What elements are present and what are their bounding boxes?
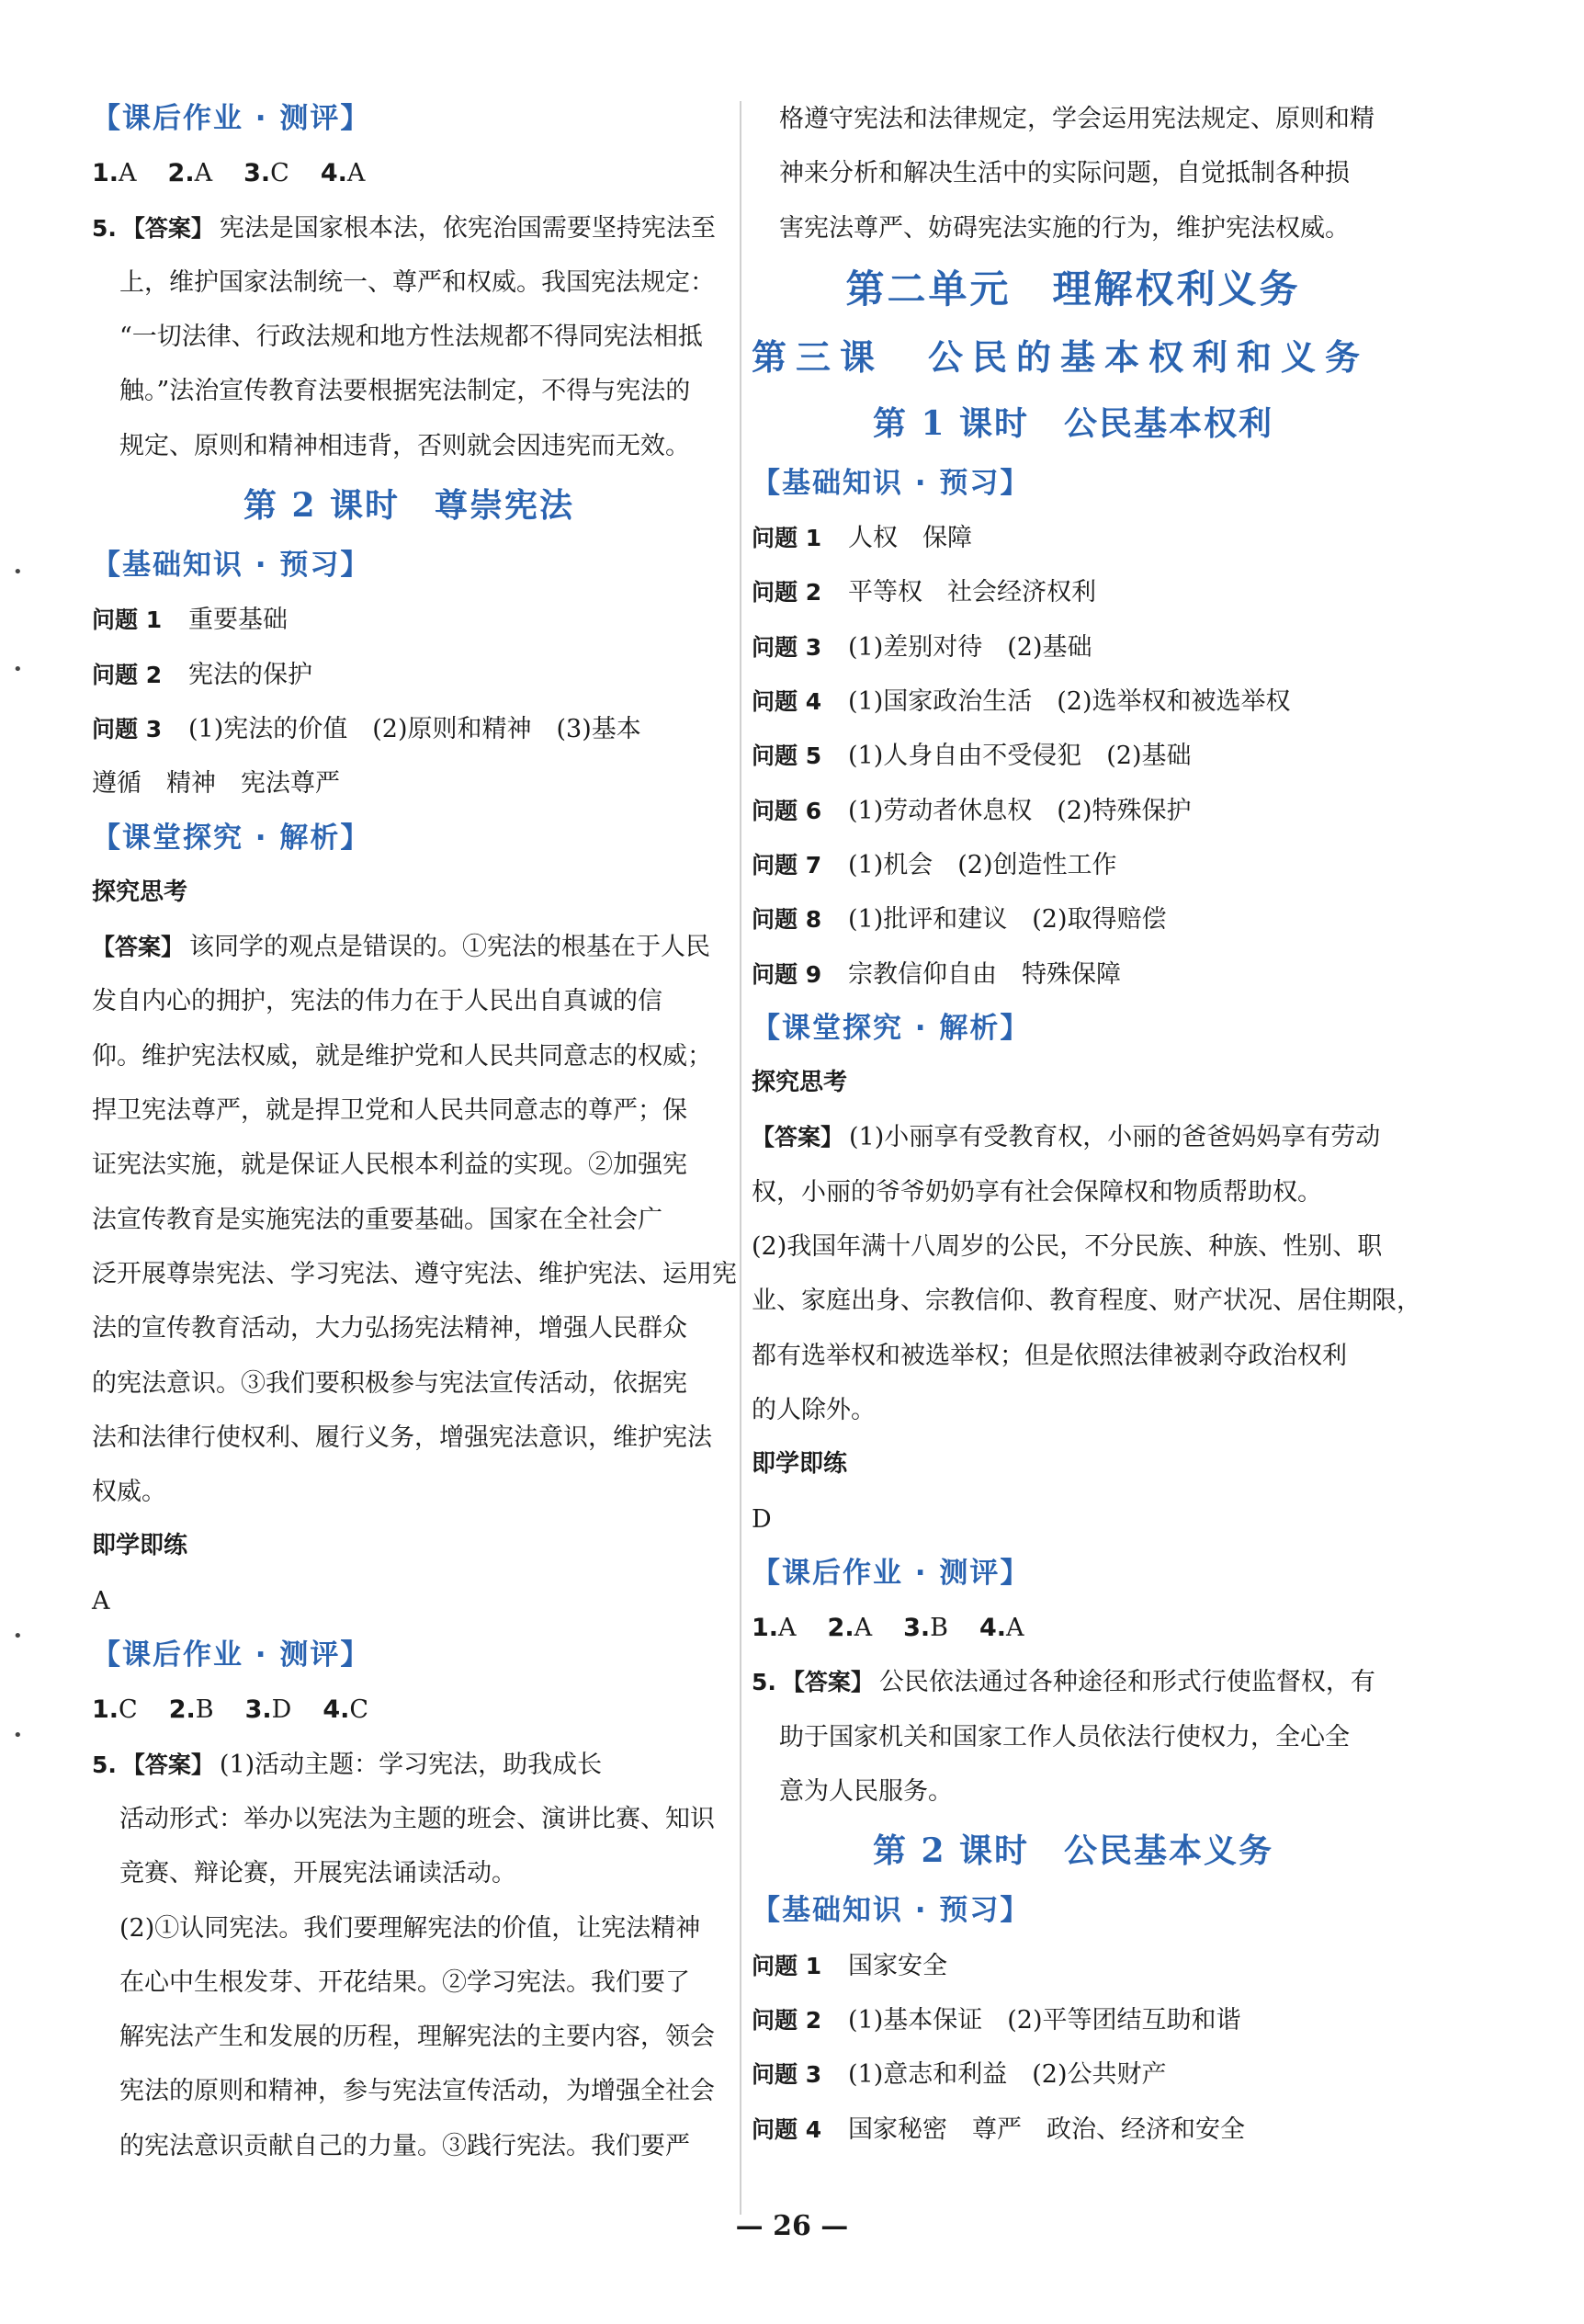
subheading: 探究思考 — [752, 1069, 848, 1097]
period-title: 第 1 课时 公民基本权利 — [872, 403, 1274, 443]
question-item — [752, 784, 1395, 838]
item-number: 3. — [903, 1614, 931, 1643]
question-label: 问题 6 — [752, 797, 822, 824]
answer-5 — [752, 1655, 1395, 1709]
mc-answers — [92, 146, 726, 200]
answer-text — [752, 1110, 1395, 1164]
mc-answers — [92, 1683, 726, 1737]
question-item — [752, 565, 1395, 619]
period-title: 第 2 课时 公民基本义务 — [872, 1831, 1274, 1871]
item-number: 3. — [243, 159, 271, 188]
item-number: 4. — [979, 1614, 1007, 1643]
answer-text: 发自内心的拥护，宪法的伟力在于人民出自真诚的信 — [92, 987, 662, 1016]
question-answer: 国家秘密 尊严 政治、经济和安全 — [848, 2114, 1245, 2144]
lesson-title: 第三课 公民的基本权利和义务 — [752, 335, 1370, 378]
answer-text: (1)小丽享有受教育权，小丽的爸爸妈妈享有劳动 — [849, 1123, 1381, 1152]
answer-text: 宪法是国家根本法，依宪治国需要坚持宪法至 — [219, 213, 716, 243]
question-item — [92, 593, 726, 647]
section-bar: 【课堂探究 · 解析】 — [752, 1011, 1031, 1045]
margin-mark: • — [13, 562, 23, 582]
question-label: 问题 4 — [752, 2115, 822, 2143]
answer-tag: 【答案】 — [121, 214, 214, 242]
practice-answer: D — [752, 1504, 772, 1534]
answer-text: 仰。维护宪法权威，就是维护党和人民共同意志的权威； — [92, 1041, 712, 1071]
answer-text: 法的宣传教育活动，大力弘扬宪法精神，增强人民群众 — [92, 1314, 687, 1343]
question-item — [752, 1939, 1395, 1993]
item-number: 2. — [168, 1695, 196, 1725]
question-item — [752, 2047, 1395, 2102]
question-label: 问题 1 — [752, 1952, 822, 1979]
mc-answer — [903, 1601, 948, 1655]
subheading: 即学即练 — [752, 1450, 848, 1479]
choice-letter: A — [119, 159, 137, 188]
question-label: 问题 1 — [752, 525, 822, 552]
question-label: 问题 5 — [752, 743, 822, 770]
mc-answer — [979, 1601, 1024, 1655]
choice-letter: A — [194, 159, 213, 188]
answer-text: 格遵守宪法和法律规定，学会运用宪法规定、原则和精 — [779, 105, 1375, 133]
question-list — [752, 511, 1395, 1002]
choice-letter: A — [778, 1614, 797, 1643]
answer-tag: 【答案】 — [752, 1124, 844, 1151]
question-label: 问题 2 — [752, 2006, 822, 2034]
choice-letter: C — [119, 1695, 138, 1725]
item-number: 1. — [92, 159, 119, 188]
question-item — [752, 1993, 1395, 2047]
answer-5 — [92, 201, 726, 255]
question-item — [92, 702, 726, 756]
section-bar: 【课后作业 · 测评】 — [92, 1638, 371, 1672]
question-item — [752, 511, 1395, 565]
question-label: 问题 8 — [752, 906, 822, 934]
margin-mark: • — [13, 660, 23, 679]
item-number: 4. — [320, 159, 347, 188]
item-number: 3. — [244, 1695, 272, 1725]
answer-text: 公民依法通过各种途径和形式行使监督权，有 — [878, 1668, 1375, 1697]
question-answer: 宗教信仰自由 特殊保障 — [848, 959, 1121, 989]
mc-answer — [321, 146, 366, 200]
choice-letter: B — [930, 1614, 948, 1643]
item-number: 5. — [92, 214, 117, 242]
answer-text: 法宣传教育是实施宪法的重要基础。国家在全社会广 — [92, 1205, 662, 1234]
question-answer: (1)国家政治生活 (2)选举权和被选举权 — [848, 687, 1291, 717]
choice-letter: A — [854, 1614, 873, 1643]
question-label: 问题 4 — [752, 688, 822, 716]
item-number: 5. — [92, 1751, 117, 1778]
question-label: 问题 7 — [752, 851, 822, 879]
item-number: 2. — [167, 159, 195, 188]
answer-text: 助于国家机关和国家工作人员依法行使权力，全心全 — [779, 1722, 1350, 1752]
question-answer: 遵循 精神 宪法尊严 — [92, 769, 340, 799]
margin-mark: • — [13, 1627, 23, 1646]
margin-mark: • — [13, 1726, 23, 1745]
question-label: 问题 1 — [92, 607, 163, 634]
question-answer: (1)意志和利益 (2)公共财产 — [848, 2060, 1167, 2090]
answer-text: “一切法律、行政法规和地方性法规都不得同宪法相抵 — [119, 323, 703, 352]
answer-text: 该同学的观点是错误的。①宪法的根基在于人民 — [189, 933, 711, 962]
answer-text: 权，小丽的爷爷奶奶享有社会保障权和物质帮助权。 — [752, 1177, 1322, 1207]
answer-text: 证宪法实施，就是保证人民根本利益的实现。②加强宪 — [92, 1151, 687, 1180]
question-answer: (1)差别对待 (2)基础 — [848, 632, 1092, 662]
item-number: 5. — [752, 1669, 776, 1696]
question-item — [92, 648, 726, 702]
question-answer: (1)劳动者休息权 (2)特殊保护 — [848, 796, 1192, 825]
question-answer: (1)批评和建议 (2)取得赔偿 — [848, 905, 1167, 935]
choice-letter: A — [346, 159, 366, 188]
answer-text: 神来分析和解决生活中的实际问题，自觉抵制各种损 — [779, 159, 1350, 188]
question-item — [752, 838, 1395, 892]
left-column — [92, 92, 737, 2173]
question-item — [752, 675, 1395, 729]
question-label: 问题 2 — [752, 579, 822, 607]
answer-tag: 【答案】 — [92, 934, 185, 961]
section-bar: 【课后作业 · 测评】 — [752, 1556, 1031, 1590]
practice-answer: A — [92, 1586, 110, 1615]
question-answer: (1)人身自由不受侵犯 (2)基础 — [848, 742, 1192, 771]
answer-text: 竞赛、辩论赛，开展宪法诵读活动。 — [119, 1859, 516, 1888]
question-item — [752, 729, 1395, 783]
item-number: 1. — [752, 1614, 779, 1643]
right-column — [752, 92, 1421, 2157]
question-item — [752, 2103, 1395, 2157]
question-label: 问题 3 — [92, 715, 163, 743]
answer-text: (2)①认同宪法。我们要理解宪法的价值，让宪法精神 — [119, 1913, 701, 1943]
section-bar: 【课堂探究 · 解析】 — [92, 821, 371, 855]
subheading: 探究思考 — [92, 878, 188, 906]
mc-answer — [92, 1683, 138, 1737]
question-item — [752, 620, 1395, 675]
choice-letter: A — [1006, 1614, 1024, 1643]
answer-text: (1)活动主题：学习宪法，助我成长 — [219, 1750, 603, 1779]
answer-text: 捍卫宪法尊严，就是捍卫党和人民共同意志的尊严；保 — [92, 1096, 687, 1126]
mc-answers — [752, 1601, 1395, 1655]
question-label: 问题 3 — [752, 2061, 822, 2089]
choice-letter: C — [349, 1695, 369, 1725]
lesson-title: 第 2 课时 尊崇宪法 — [243, 486, 575, 526]
answer-text: 活动形式：举办以宪法为主题的班会、演讲比赛、知识 — [119, 1804, 715, 1833]
item-number: 4. — [322, 1695, 350, 1725]
choice-letter: B — [195, 1695, 214, 1725]
mc-answer — [243, 146, 289, 200]
mc-answer — [245, 1683, 292, 1737]
mc-answer — [168, 146, 213, 200]
answer-text: 触。”法治宣传教育法要根据宪法制定，不得与宪法的 — [119, 377, 691, 406]
answer-text: 法和法律行使权利、履行义务，增强宪法意识，维护宪法 — [92, 1423, 712, 1452]
mc-answer — [169, 1683, 214, 1737]
question-answer: 平等权 社会经济权利 — [848, 578, 1096, 607]
section-bar: 【基础知识 · 预习】 — [92, 549, 371, 583]
answer-text: 业、家庭出身、宗教信仰、教育程度、财产状况、居住期限， — [752, 1287, 1421, 1316]
subheading: 即学即练 — [92, 1532, 188, 1560]
answer-text: 意为人民服务。 — [779, 1777, 953, 1807]
answer-text: 上，维护国家法制统一、尊严和权威。我国宪法规定： — [119, 267, 715, 297]
section-bar: 【基础知识 · 预习】 — [752, 466, 1031, 500]
question-item — [752, 947, 1395, 1002]
column-divider — [740, 101, 741, 2215]
section-bar: 【基础知识 · 预习】 — [752, 1894, 1031, 1928]
section-bar: 【课后作业 · 测评】 — [92, 102, 371, 135]
question-label: 问题 9 — [752, 960, 822, 988]
answer-text: 害宪法尊严、妨碍宪法实施的行为，维护宪法权威。 — [779, 213, 1350, 243]
answer-text — [92, 920, 726, 974]
answer-text: 权威。 — [92, 1478, 166, 1507]
question-label: 问题 2 — [92, 661, 163, 688]
question-answer: 国家安全 — [848, 1951, 947, 1980]
answer-text: 的宪法意识。③我们要积极参与宪法宣传活动，依据宪 — [92, 1368, 687, 1398]
answer-text: 解宪法产生和发展的历程，理解宪法的主要内容，领会 — [119, 2023, 715, 2052]
mc-answer — [752, 1601, 797, 1655]
question-label: 问题 3 — [752, 633, 822, 661]
answer-tag: 【答案】 — [121, 1751, 214, 1778]
answer-text: 规定、原则和精神相违背，否则就会因违宪而无效。 — [119, 431, 690, 460]
answer-text: (2)我国年满十八周岁的公民，不分民族、种族、性别、职 — [752, 1232, 1383, 1262]
answer-tag: 【答案】 — [781, 1669, 874, 1696]
mc-answer — [92, 146, 137, 200]
question-answer: (1)基本保证 (2)平等团结互助和谐 — [848, 2005, 1241, 2035]
question-list — [752, 1939, 1395, 2157]
question-answer: 重要基础 — [188, 606, 288, 635]
answer-text: 的宪法意识贡献自己的力量。③践行宪法。我们要严 — [119, 2131, 690, 2160]
answer-text: 在心中生根发芽、开花结果。②学习宪法。我们要了 — [119, 1967, 690, 1997]
choice-letter: C — [270, 159, 289, 188]
item-number: 1. — [92, 1695, 119, 1725]
unit-title: 第二单元 理解权利义务 — [845, 266, 1301, 312]
choice-letter: D — [271, 1695, 292, 1725]
answer-text: 都有选举权和被选举权；但是依照法律被剥夺政治权利 — [752, 1341, 1347, 1370]
mc-answer — [322, 1683, 368, 1737]
question-answer: (1)宪法的价值 (2)原则和精神 (3)基本 — [188, 714, 641, 743]
question-answer: 宪法的保护 — [188, 660, 312, 689]
answer-text: 泛开展尊崇宪法、学习宪法、遵守宪法、维护宪法、运用宪 — [92, 1259, 737, 1288]
answer-text: 宪法的原则和精神，参与宪法宣传活动，为增强全社会 — [119, 2077, 715, 2106]
page-number: — 26 — — [735, 2210, 849, 2242]
answer-5 — [92, 1738, 726, 1792]
answer-text: 的人除外。 — [752, 1395, 876, 1424]
item-number: 2. — [827, 1614, 854, 1643]
question-answer: (1)机会 (2)创造性工作 — [848, 850, 1117, 879]
mc-answer — [828, 1601, 873, 1655]
question-answer: 人权 保障 — [848, 524, 972, 553]
question-item — [752, 892, 1395, 947]
